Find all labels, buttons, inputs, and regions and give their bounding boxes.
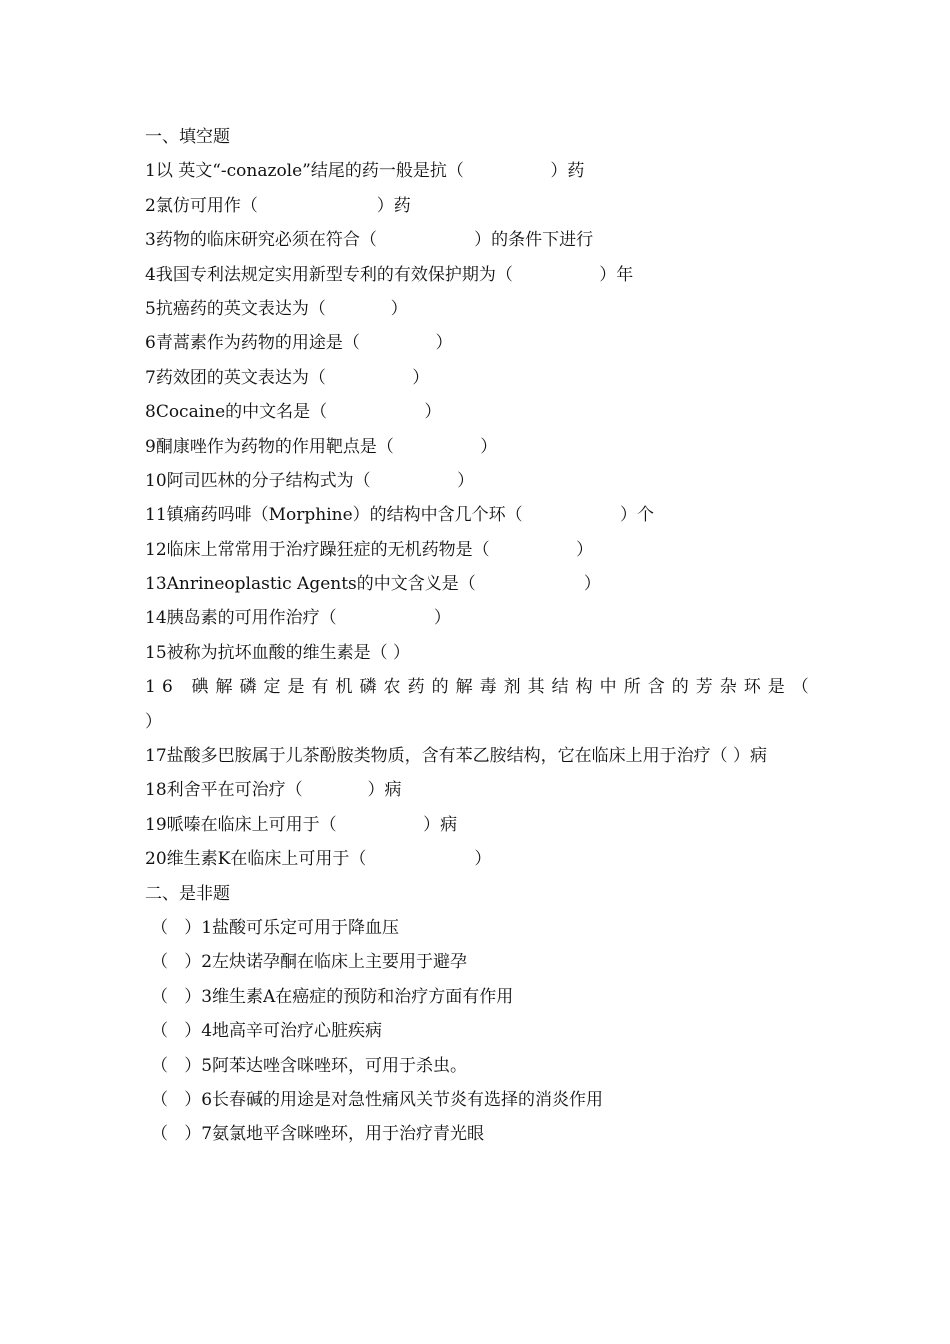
question-18: 18利舍平在可治疗（ ）病 [145,780,402,801]
question-5: 5抗癌药的英文表达为（ ） [145,298,408,319]
tf-question-5: （ ）5阿苯达唑含咪唑环，可用于杀虫。 [151,1055,468,1076]
question-9: 9酮康唑作为药物的作用靶点是（ ） [145,436,498,457]
question-2: 2氯仿可用作（ ）药 [145,195,411,216]
tf-question-6: （ ）6长春碱的用途是对急性痛风关节炎有选择的消炎作用 [151,1089,604,1110]
question-7: 7药效团的英文表达为（ ） [145,367,430,388]
question-6: 6青蒿素作为药物的用途是（ ） [145,333,453,354]
question-10: 10阿司匹林的分子结构式为（ ） [145,470,475,491]
tf-question-4: （ ）4地高辛可治疗心脏疾病 [151,1021,383,1042]
tf-question-2: （ ）2左炔诺孕酮在临床上主要用于避孕 [151,952,468,973]
question-11: 11镇痛药吗啡（Morphine）的结构中含几个环（ ）个 [145,505,654,526]
question-4: 4我国专利法规定实用新型专利的有效保护期为（ ）年 [145,264,634,285]
question-12: 12临床上常常用于治疗躁狂症的无机药物是（ ） [145,539,594,560]
question-15: 15被称为抗坏血酸的维生素是（ ） [145,642,411,663]
question-14: 14胰岛素的可用作治疗（ ） [145,608,451,629]
section-heading-fill-blank: 一、填空题 [145,127,230,147]
tf-question-3: （ ）3维生素A在癌症的预防和治疗方面有作用 [151,986,514,1007]
question-13: 13Anrineoplastic Agents的中文含义是（ ） [145,574,601,595]
tf-question-1: （ ）1盐酸可乐定可用于降血压 [151,918,400,939]
question-17: 17盐酸多巴胺属于儿茶酚胺类物质，含有苯乙胺结构，它在临床上用于治疗（ ）病 [145,746,768,767]
question-1: 1以 英文“-conazole”结尾的药一般是抗（ ）药 [145,161,585,182]
question-16: 16 碘解磷定是有机磷农药的解毒剂其结构中所含的芳杂环是（ ） [145,677,815,732]
question-8: 8Cocaine的中文名是（ ） [145,402,442,423]
tf-question-7: （ ）7氨氯地平含咪唑环，用于治疗青光眼 [151,1124,485,1145]
question-19: 19哌嗪在临床上可用于（ ）病 [145,814,458,835]
question-20: 20维生素K在临床上可用于（ ） [145,849,492,870]
exam-sheet [145,120,815,1152]
section-heading-true-false: 二、是非题 [145,883,230,904]
question-3: 3药物的临床研究必须在符合（ ）的条件下进行 [145,230,594,251]
